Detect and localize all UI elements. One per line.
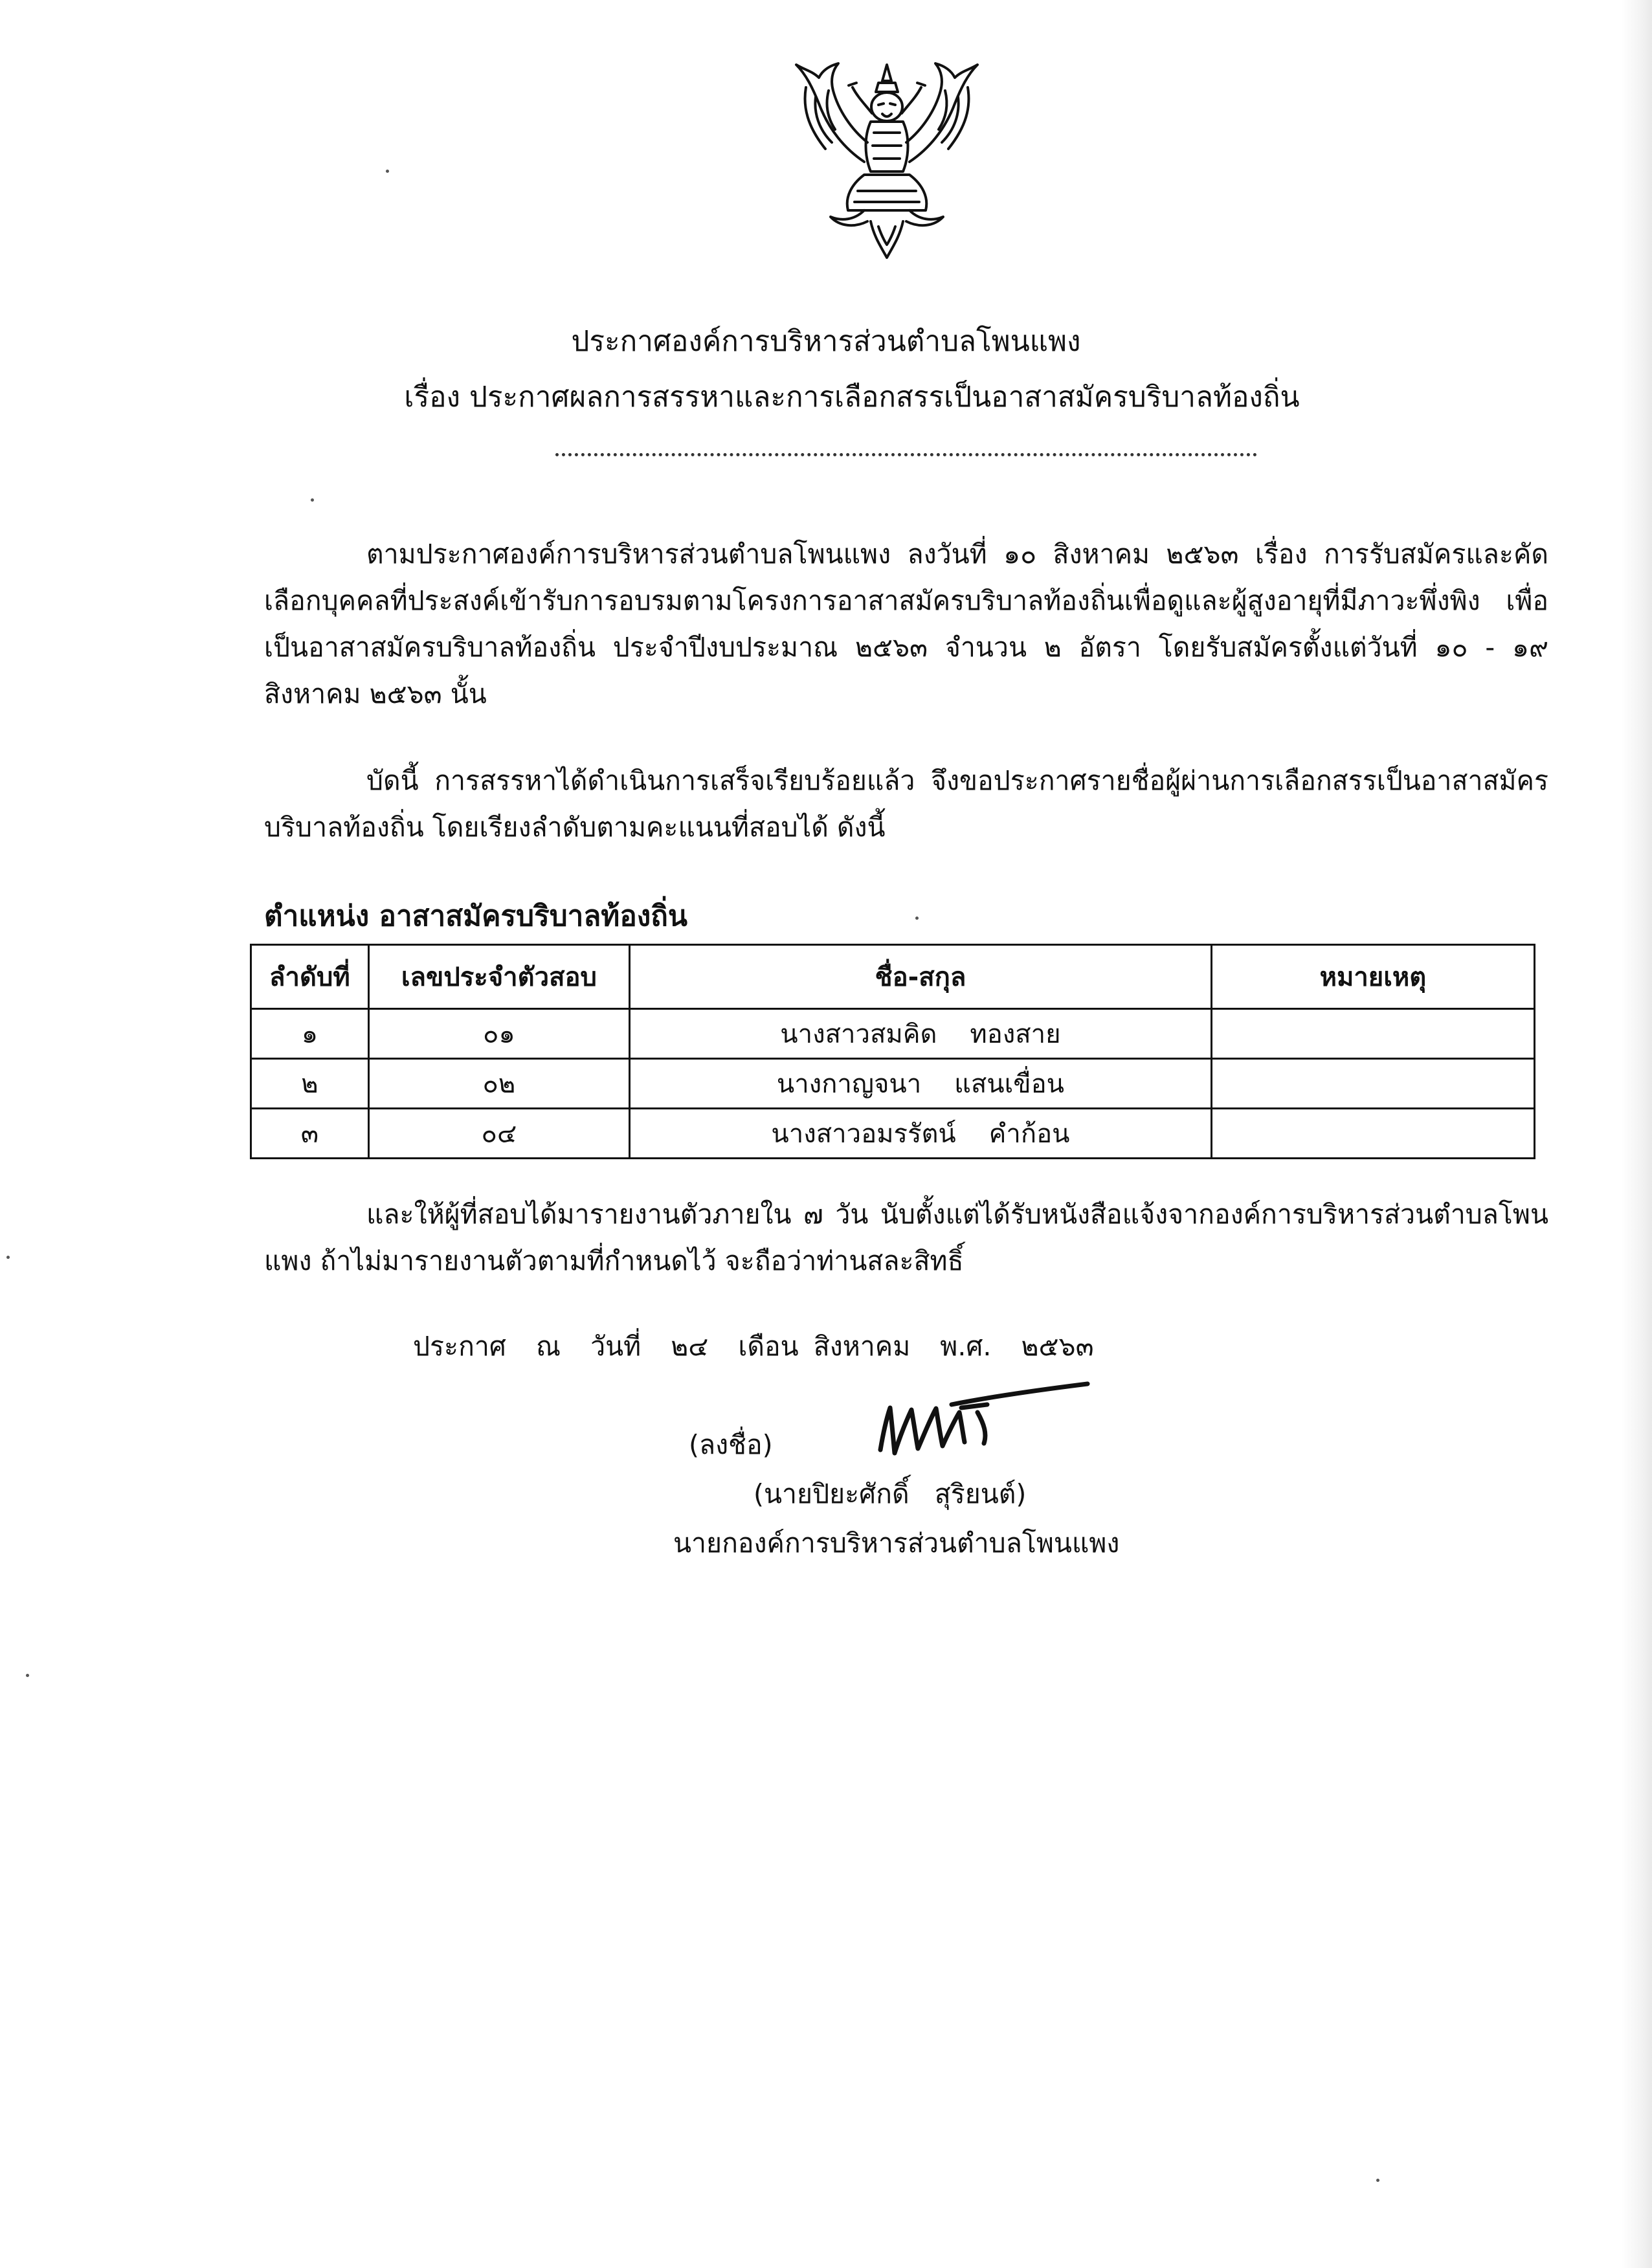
- table-row: [251, 1009, 1535, 1059]
- scan-speck: [386, 170, 389, 173]
- scan-speck: [6, 1256, 10, 1259]
- sign-label: (ลงชื่อ): [689, 1429, 773, 1460]
- table-row: [251, 1109, 1535, 1159]
- announce-date: ประกาศ ณ วันที่ ๒๔ เดือน สิงหาคม พ.ศ. ๒๕๖๓: [413, 1331, 1094, 1362]
- cell-name: นางสาวอมรรัตน์ คำก้อน: [630, 1109, 1212, 1159]
- signer-name: (นายปิยะศักดิ์ สุริยนต์): [753, 1478, 1027, 1509]
- column-header-order: ลำดับที่: [251, 945, 369, 1009]
- cell-exam-id: ๐๒: [368, 1059, 629, 1109]
- column-header-remark: หมายเหตุ: [1211, 945, 1534, 1009]
- paragraph-reference: ตามประกาศองค์การบริหารส่วนตำบลโพนแพง ลงวันที่ ๑๐ สิงหาคม ๒๕๖๓ เรื่อง การรับสมัครและคัดเลือกบุคคลที่ประสงค์เข้ารับการอบรมตามโครงการอาสาสมัครบริบาลท้องถิ่นเพื่อดูและผู้สูงอายุที่มีภาวะพึ่งพิง เพื่อเป็นอาสาสมัครบริบาลท้องถิ่น ประจำปีงบประมาณ ๒๕๖๓ จำนวน ๒ อัตรา โดยรับสมัครตั้งแต่วันที่ ๑๐ - ๑๙ สิงหาคม ๒๕๖๓ นั้น: [264, 539, 1548, 709]
- scan-speck: [311, 498, 314, 502]
- position-heading: ตำแหน่ง อาสาสมัครบริบาลท้องถิ่น: [264, 900, 687, 933]
- scan-speck: [915, 917, 919, 920]
- cell-remark: [1211, 1109, 1534, 1159]
- cell-name: นางสาวสมคิด ทองสาย: [630, 1009, 1212, 1059]
- column-header-name: ชื่อ-สกุล: [630, 945, 1212, 1009]
- document-title: ประกาศองค์การบริหารส่วนตำบลโพนแพง: [571, 325, 1081, 358]
- signature-image: [854, 1379, 1100, 1469]
- cell-exam-id: ๐๑: [368, 1009, 629, 1059]
- scan-speck: [1376, 2179, 1379, 2182]
- cell-remark: [1211, 1059, 1534, 1109]
- paragraph-result: บัดนี้ การสรรหาได้ดำเนินการเสร็จเรียบร้อยแล้ว จึงขอประกาศรายชื่อผู้ผ่านการเลือกสรรเป็นอาสาสมัครบริบาลท้องถิ่น โดยเรียงลำดับตามคะแนนที่สอบได้ ดังนี้: [264, 765, 1548, 843]
- paragraph-reporting: และให้ผู้ที่สอบได้มารายงานตัวภายใน ๗ วัน นับตั้งแต่ได้รับหนังสือแจ้งจากองค์การบริหารส่วนตำบลโพนแพง ถ้าไม่มารายงานตัวตามที่กำหนดไว้ จะถือว่าท่านสละสิทธิ์: [264, 1199, 1548, 1276]
- table-row: [251, 1059, 1535, 1109]
- cell-order: ๓: [251, 1109, 369, 1159]
- column-header-exam-id: เลขประจำตัวสอบ: [368, 945, 629, 1009]
- cell-exam-id: ๐๔: [368, 1109, 629, 1159]
- scan-speck: [26, 1674, 29, 1677]
- dotted-divider: [555, 453, 1257, 456]
- cell-order: ๑: [251, 1009, 369, 1059]
- garuda-emblem-icon: [767, 52, 1007, 265]
- table-header-row: [251, 945, 1535, 1009]
- results-table: [250, 944, 1535, 1159]
- cell-remark: [1211, 1009, 1534, 1059]
- document-subject: เรื่อง ประกาศผลการสรรหาและการเลือกสรรเป็นอาสาสมัครบริบาลท้องถิ่น: [404, 381, 1300, 414]
- cell-order: ๒: [251, 1059, 369, 1109]
- signer-position: นายกองค์การบริหารส่วนตำบลโพนแพง: [673, 1528, 1120, 1559]
- cell-name: นางกาญจนา แสนเขื่อน: [630, 1059, 1212, 1109]
